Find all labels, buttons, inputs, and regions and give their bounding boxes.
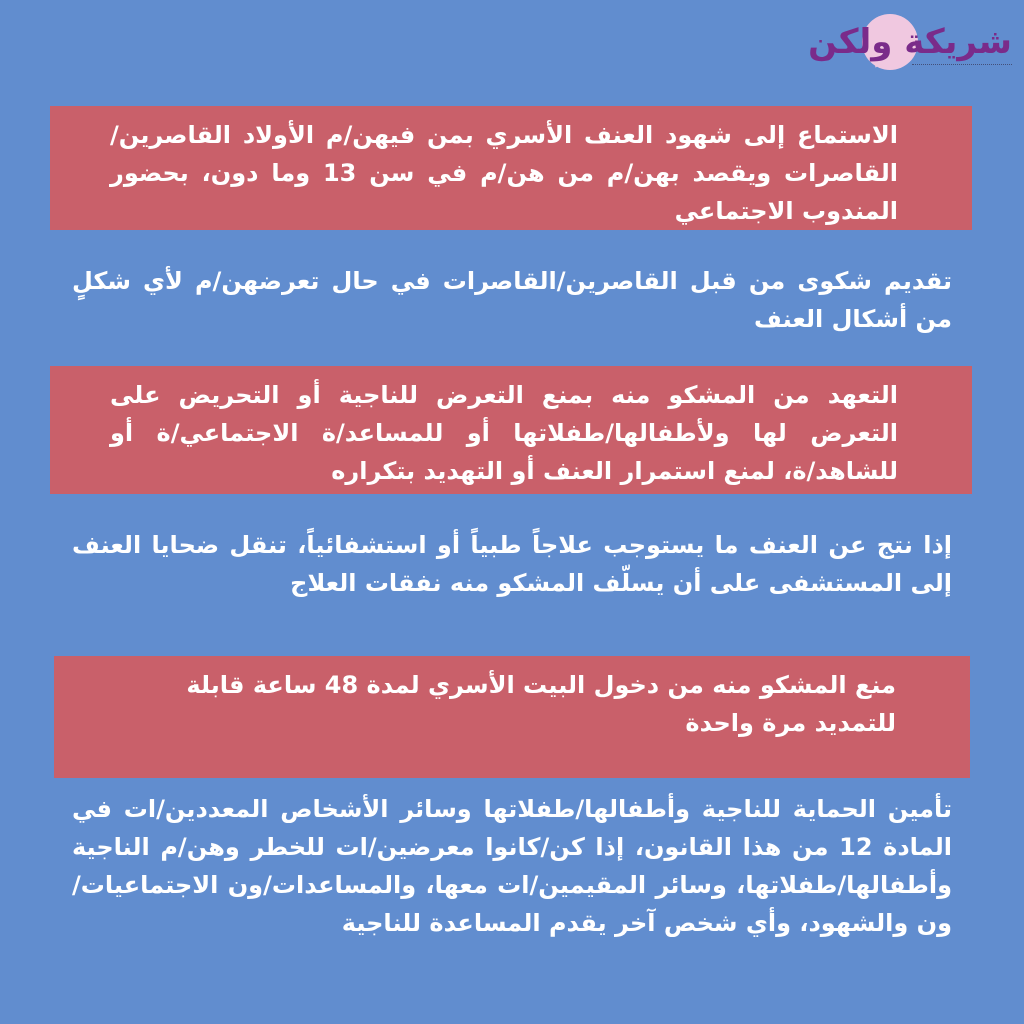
item-6-protection: تأمين الحماية للناجية وأطفالها/طفلاتها وسائر الأشخاص المعددين/ات في المادة 12 من هذا القانون، إذا كن/كانوا معرضين/ات للخطر وهن/م الناجية وأطفالها/طفلاتها، وسائر المقيمين/ات معها، والمساعدات/ون الاجتماعيات/ون والشهود، وأي شخص آخر يقدم المساعدة للناجية xyxy=(72,795,952,937)
item-5-home-entry-ban: منع المشكو منه من دخول البيت الأسري لمدة 48 ساعة قابلة للتمديد مرة واحدة xyxy=(54,656,970,778)
item-3-abuser-pledge: التعهد من المشكو منه بمنع التعرض للناجية أو التحريض على التعرض لها ولأطفالها/طفلاتها أو للمساعد/ة الاجتماعي/ة أو للشاهد/ة، لمنع استمرار العنف أو التهديد بتكراره xyxy=(50,366,972,494)
item-4-medical-treatment: إذا نتج عن العنف ما يستوجب علاجاً طبياً أو استشفائياً، تنقل ضحايا العنف إلى المستشفى على أن يسلّف المشكو منه نفقات العلاج xyxy=(72,531,952,597)
item-1-witness-hearing: الاستماع إلى شهود العنف الأسري بمن فيهن/م الأولاد القاصرين/القاصرات ويقصد بهن/م من هن/م في سن 13 وما دون، بحضور المندوب الاجتماعي xyxy=(50,106,972,230)
logo-underline xyxy=(912,64,1012,68)
logo-text: شريكة ولكن xyxy=(808,22,1012,62)
item-2-minor-complaint: تقديم شكوى من قبل القاصرين/القاصرات في حال تعرضهن/م لأي شكلٍ من أشكال العنف xyxy=(72,267,952,333)
sharika-walakin-logo xyxy=(808,14,1012,80)
